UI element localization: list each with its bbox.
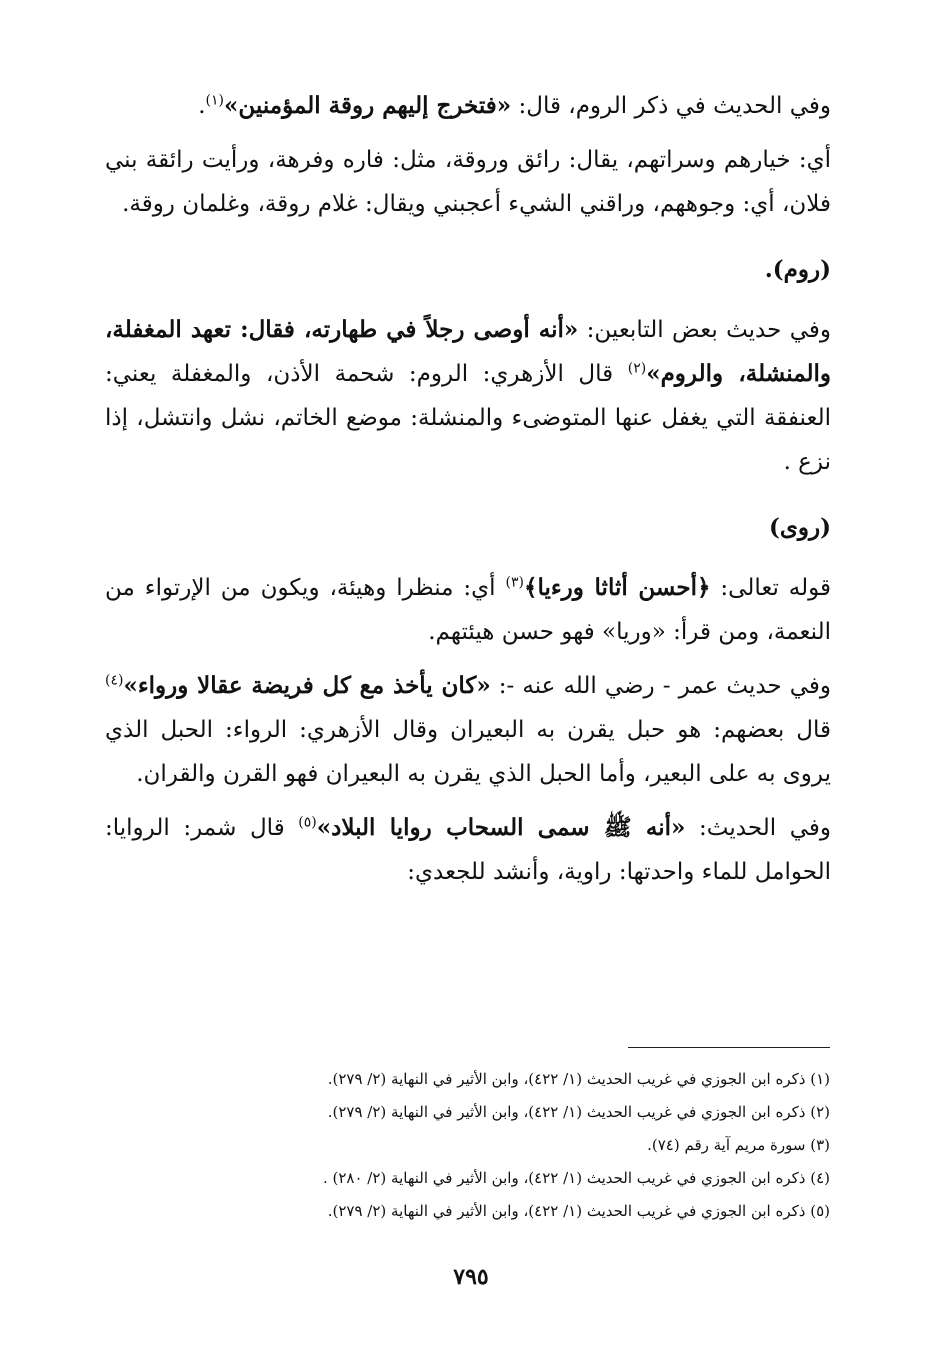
paragraph-5: [105, 664, 831, 796]
footnote-ref-3[interactable]: (٣): [505, 574, 524, 591]
paragraph-4-rest: أي: منظرا وهيئة، ويكون من الإرتواء من النعمة، ومن قرأ: «وريا» فهو حسن هيئتهم.: [105, 575, 831, 645]
page-number: ٧٩٥: [453, 1264, 489, 1290]
hadith-quote-4: «أنه ﷺ سمى السحاب روايا البلاد»: [316, 814, 686, 841]
paragraph-6-lead: وفي الحديث:: [685, 815, 831, 841]
footnote-ref-1[interactable]: (١): [205, 92, 225, 109]
footnote-5: (٥) ذكره ابن الجوزي في غريب الحديث (١/ ٤٢٢)، وابن الأثير في النهاية (٢/ ٢٧٩).: [327, 1202, 830, 1220]
footnote-ref-5[interactable]: (٥): [298, 814, 317, 831]
hadith-quote-1: «فتخرج إليهم روقة المؤمنين»: [224, 92, 512, 119]
footnote-2: (٢) ذكره ابن الجوزي في غريب الحديث (١/ ٤٢٢)، وابن الأثير في النهاية (٢/ ٢٧٩).: [327, 1103, 830, 1121]
paragraph-4-lead: قوله تعالى:: [710, 575, 832, 601]
paragraph-3-rest: قال الأزهري: الروم: شحمة الأذن، والمغفلة يعني: العنفقة التي يغفل عنها المتوضىء والمنشلة: موضع الخاتم، نشل وانتشل، إذا نزع .: [105, 361, 831, 475]
main-text: [105, 84, 831, 894]
paragraph-5-lead: وفي حديث عمر - رضي الله عنه -:: [490, 673, 831, 699]
paragraph-3: [105, 308, 831, 484]
paragraph-1-lead: وفي الحديث في ذكر الروم، قال:: [511, 93, 831, 119]
entry-heading-rwy: (روى): [769, 514, 831, 541]
paragraph-5-rest: قال بعضهم: هو حبل يقرن به البعيران وقال الأزهري: الرواء: الحبل الذي يروى به على البعير، وأما الحبل الذي يقرن به البعيران فهو القرن والقران.: [105, 717, 831, 787]
footnotes: [120, 1063, 830, 1228]
paragraph-2: أي: خيارهم وسراتهم، يقال: رائق وروقة، مثل: فاره وفرهة، ورأيت رائقة بني فلان، أي: وجوههم، وراقني الشيء أعجبني ويقال: غلام روقة، وغلمان روقة.: [105, 147, 831, 217]
paragraph-4: [105, 566, 831, 654]
hadith-quote-2: «أنه أوصى رجلاً في طهارته، فقال: تعهد المغفلة، والمنشلة، والروم»: [105, 316, 831, 387]
hadith-quote-3: «كان يأخذ مع كل فريضة عقالا ورواء»: [123, 672, 491, 699]
footnote-ref-2[interactable]: (٢): [627, 360, 647, 377]
footnote-3: (٣) سورة مريم آية رقم (٧٤).: [647, 1136, 830, 1154]
paragraph-6-rest: قال شمر: الروايا: الحوامل للماء واحدتها: راوية، وأنشد للجعدي:: [105, 815, 831, 885]
footnote-divider: [628, 1047, 830, 1048]
footnote-1: (١) ذكره ابن الجوزي في غريب الحديث (١/ ٤٢٢)، وابن الأثير في النهاية (٢/ ٢٧٩).: [327, 1070, 830, 1088]
paragraph-1-end: .: [198, 93, 206, 119]
entry-heading-rwm: (روم).: [764, 256, 831, 283]
paragraph-6: [105, 806, 831, 894]
paragraph-3-lead: وفي حديث بعض التابعين:: [578, 317, 831, 343]
footnote-4: (٤) ذكره ابن الجوزي في غريب الحديث (١/ ٤٢٢)، وابن الأثير في النهاية (٢/ ٢٨٠) .: [322, 1169, 830, 1187]
footnote-ref-4[interactable]: (٤): [105, 672, 124, 689]
quran-quote: ﴿أحسن أثاثا ورءيا﴾: [523, 574, 711, 601]
paragraph-1: [105, 84, 831, 128]
